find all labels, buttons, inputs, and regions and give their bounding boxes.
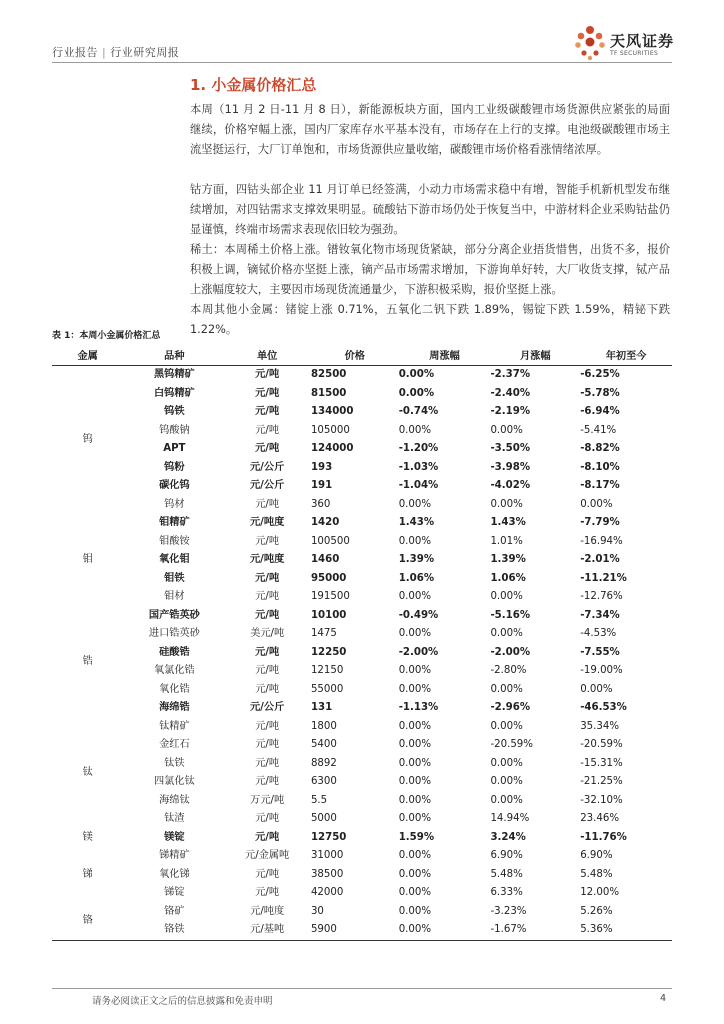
- variety-cell: 铬铁: [123, 921, 225, 940]
- unit-cell: 元/吨: [255, 387, 280, 399]
- price-cell: 5.5: [310, 794, 328, 806]
- header-monthly-change: 月涨幅: [490, 344, 580, 366]
- table-row: [52, 773, 672, 792]
- variety-cell: 海绵锆: [159, 702, 190, 713]
- weekly-change-cell: -1.04%: [398, 480, 439, 491]
- weekly-change-cell: 0.00%: [398, 868, 432, 880]
- ytd-change-cell: -5.41%: [580, 424, 617, 436]
- category-label: 行业报告: [52, 46, 98, 59]
- monthly-change-cell: 0.00%: [490, 776, 523, 787]
- table-row: [52, 459, 672, 478]
- table-row: [52, 366, 672, 385]
- logo-subtitle: TF SECURITIES: [610, 50, 659, 57]
- ytd-change-cell: -5.78%: [580, 387, 620, 399]
- weekly-change-cell: 0.00%: [398, 591, 432, 602]
- weekly-change-cell: 0.00%: [398, 369, 435, 380]
- table-row: [52, 847, 672, 866]
- ytd-change-cell: 35.34%: [580, 720, 620, 732]
- monthly-change-cell: 0.00%: [490, 628, 523, 639]
- unit-cell: 元/吨: [255, 868, 280, 880]
- ytd-change-cell: -8.17%: [580, 480, 620, 491]
- table-row: [52, 884, 672, 903]
- paragraph-cobalt: 钴方面，四钴头部企业 11 月订单已经签满，小动力市场需求稳中有增，智能手机新机型发布继续增加，对四钴需求支撑效果明显。硫酸钴下游市场仍处于恢复当中，中游材料企业采购钴盐仍显谨慎，终端市场需求表现依旧较为强劲。: [190, 183, 670, 236]
- table-row: [52, 551, 672, 570]
- category-separator: |: [102, 46, 107, 59]
- price-cell: 105000: [310, 424, 350, 436]
- unit-cell: 元/吨: [255, 757, 280, 769]
- monthly-change-cell: 5.48%: [490, 868, 523, 880]
- metal-price-table: [52, 344, 672, 941]
- variety-cell: 钼材: [164, 591, 185, 602]
- variety-cell: 碳化钨: [159, 480, 190, 491]
- monthly-change-cell: -3.50%: [490, 443, 531, 454]
- header-metal: 金属: [52, 344, 123, 366]
- company-logo: [572, 24, 682, 64]
- ytd-change-cell: -11.21%: [580, 572, 627, 584]
- monthly-change-cell: -1.67%: [490, 921, 580, 940]
- weekly-change-cell: -0.74%: [398, 406, 439, 417]
- table-row: [52, 662, 672, 681]
- logo-name: 天风证券: [610, 32, 675, 50]
- table-row: [52, 921, 672, 940]
- metal-group-cell: 锆: [82, 655, 93, 667]
- monthly-change-cell: -2.40%: [490, 387, 531, 399]
- unit-cell: 元/吨: [255, 646, 280, 658]
- weekly-change-cell: 0.00%: [398, 757, 432, 769]
- unit-cell: 元/吨: [255, 831, 280, 843]
- variety-cell: 进口锆英砂: [148, 628, 200, 639]
- monthly-change-cell: -20.59%: [490, 739, 533, 750]
- ytd-change-cell: -7.34%: [580, 609, 620, 621]
- price-cell: 30: [310, 905, 324, 917]
- variety-cell: 氧氯化锆: [153, 665, 195, 676]
- weekly-change-cell: 1.43%: [398, 517, 435, 528]
- variety-cell: 金红石: [159, 739, 190, 750]
- unit-cell: 元/吨: [255, 424, 280, 436]
- unit-cell: 美元/吨: [250, 628, 285, 639]
- ytd-change-cell: -12.76%: [580, 591, 623, 602]
- weekly-change-cell: 0.00%: [398, 424, 432, 436]
- variety-cell: 锑精矿: [159, 850, 190, 861]
- variety-cell: 锑锭: [164, 887, 185, 898]
- table-row: [52, 403, 672, 422]
- monthly-change-cell: 1.39%: [490, 554, 526, 565]
- price-cell: 5000: [310, 813, 337, 824]
- monthly-change-cell: 3.24%: [490, 831, 526, 843]
- price-cell: 95000: [310, 572, 347, 584]
- unit-cell: 元/吨度: [250, 905, 285, 917]
- unit-cell: 元/吨: [255, 443, 280, 454]
- metal-group-cell: 镁: [82, 831, 93, 843]
- price-cell: 134000: [310, 406, 354, 417]
- weekly-change-cell: 0.00%: [398, 905, 432, 917]
- ytd-change-cell: -19.00%: [580, 665, 623, 676]
- variety-cell: 钼酸铵: [159, 535, 190, 547]
- monthly-change-cell: -2.19%: [490, 406, 531, 417]
- unit-cell: 元/吨: [255, 776, 280, 787]
- weekly-change-cell: 0.00%: [398, 720, 432, 732]
- table-row: [52, 588, 672, 607]
- variety-cell: 钨粉: [164, 461, 185, 473]
- header-weekly-change: 周涨幅: [399, 344, 491, 366]
- monthly-change-cell: 1.06%: [490, 572, 526, 584]
- price-cell: 55000: [310, 683, 344, 695]
- monthly-change-cell: 0.00%: [490, 683, 523, 695]
- weekly-change-cell: 0.00%: [398, 498, 432, 510]
- ytd-change-cell: -7.79%: [580, 517, 620, 528]
- subcategory-label: 行业研究周报: [110, 46, 180, 59]
- monthly-change-cell: 0.00%: [490, 424, 523, 436]
- report-category: [52, 44, 179, 60]
- ytd-change-cell: -8.10%: [580, 461, 620, 473]
- table-row: [52, 607, 672, 626]
- logo-flower-icon: [572, 24, 608, 64]
- unit-cell: 元/吨: [255, 720, 280, 732]
- table-row: [52, 755, 672, 774]
- weekly-change-cell: 0.00%: [398, 665, 432, 676]
- variety-cell: 铬矿: [164, 905, 185, 917]
- table-row: [52, 533, 672, 552]
- ytd-change-cell: -6.25%: [580, 369, 620, 380]
- ytd-change-cell: -16.94%: [580, 535, 623, 547]
- price-cell: 81500: [310, 387, 347, 399]
- ytd-change-cell: 6.90%: [580, 850, 613, 861]
- ytd-change-cell: -32.10%: [580, 794, 623, 806]
- variety-cell: 白钨精矿: [153, 387, 195, 399]
- ytd-change-cell: -8.82%: [580, 443, 620, 454]
- table-row: [52, 866, 672, 885]
- header-ytd-change: 年初至今: [580, 344, 672, 366]
- ytd-change-cell: 12.00%: [580, 887, 620, 898]
- table-header-row: [52, 344, 672, 366]
- variety-cell: 硅酸锆: [159, 646, 190, 658]
- unit-cell: 元/吨: [255, 813, 280, 824]
- table-row: [52, 625, 672, 644]
- variety-cell: 钨酸钠: [159, 424, 190, 436]
- ytd-change-cell: -6.94%: [580, 406, 620, 417]
- table-body: [52, 366, 672, 941]
- table-row: [52, 829, 672, 848]
- ytd-change-cell: -21.25%: [580, 776, 623, 787]
- monthly-change-cell: 0.00%: [490, 757, 523, 769]
- table-row: [52, 570, 672, 589]
- unit-cell: 元/公斤: [250, 480, 285, 491]
- price-cell: 1420: [310, 517, 340, 528]
- variety-cell: 钨铁: [164, 406, 185, 417]
- price-cell: 38500: [310, 868, 344, 880]
- variety-cell: 钛渣: [164, 813, 185, 824]
- unit-cell: 元/吨: [255, 369, 280, 380]
- price-cell: 5400: [310, 739, 337, 750]
- price-cell: 191500: [310, 591, 350, 602]
- price-cell: 191: [310, 480, 333, 491]
- footer-disclaimer: 请务必阅读正文之后的信息披露和免责申明: [92, 996, 273, 1007]
- unit-cell: 元/吨: [255, 572, 280, 584]
- unit-cell: 万元/吨: [250, 794, 285, 806]
- price-cell: 12750: [310, 831, 347, 843]
- price-cell: 124000: [310, 443, 354, 454]
- monthly-change-cell: -4.02%: [490, 480, 531, 491]
- price-cell: 8892: [310, 757, 337, 769]
- variety-cell: 钨材: [164, 498, 185, 510]
- weekly-change-cell: -1.03%: [398, 461, 439, 473]
- variety-cell: 氧化锆: [159, 683, 190, 695]
- weekly-change-cell: 0.00%: [398, 683, 432, 695]
- monthly-change-cell: -2.96%: [490, 702, 531, 713]
- unit-cell: 元/吨: [255, 739, 280, 750]
- unit-cell: 元/吨: [255, 591, 280, 602]
- ytd-change-cell: -4.53%: [580, 628, 617, 639]
- header-unit: 单位: [225, 344, 309, 366]
- table-row: [52, 718, 672, 737]
- variety-cell: 钼精矿: [159, 517, 190, 528]
- price-cell: 42000: [310, 887, 344, 898]
- monthly-change-cell: -2.37%: [490, 369, 531, 380]
- table-row: [52, 440, 672, 459]
- unit-cell: 元/公斤: [250, 702, 285, 713]
- weekly-change-cell: 0.00%: [398, 628, 432, 639]
- unit-cell: 元/吨: [255, 665, 280, 676]
- table-row: [52, 477, 672, 496]
- ytd-change-cell: -20.59%: [580, 739, 623, 750]
- weekly-change-cell: 0.00%: [398, 850, 432, 861]
- footer-divider: [52, 988, 672, 989]
- monthly-change-cell: 0.00%: [490, 591, 523, 602]
- page-number: 4: [659, 993, 666, 1004]
- monthly-change-cell: 0.00%: [490, 794, 523, 806]
- weekly-change-cell: 1.06%: [398, 572, 435, 584]
- price-cell: 193: [310, 461, 333, 473]
- weekly-change-cell: 0.00%: [398, 776, 432, 787]
- monthly-change-cell: -3.23%: [490, 905, 527, 917]
- header-price: 价格: [309, 344, 399, 366]
- weekly-change-cell: 0.00%: [398, 535, 432, 547]
- unit-cell: 元/吨: [255, 406, 280, 417]
- metal-group-cell: 钨: [82, 433, 93, 445]
- section-title: 1. 小金属价格汇总: [190, 76, 317, 94]
- table-row: [52, 903, 672, 922]
- weekly-change-cell: 0.00%: [398, 739, 432, 750]
- weekly-change-cell: 0.00%: [398, 813, 432, 824]
- monthly-change-cell: 1.43%: [490, 517, 526, 528]
- ytd-change-cell: 5.48%: [580, 868, 613, 880]
- table-row: [52, 792, 672, 811]
- unit-cell: 元/金属吨: [245, 850, 290, 861]
- variety-cell: 钼铁: [164, 572, 185, 584]
- price-cell: 100500: [310, 535, 350, 547]
- monthly-change-cell: 14.94%: [490, 813, 530, 824]
- monthly-change-cell: -3.98%: [490, 461, 531, 473]
- price-cell: 82500: [310, 369, 347, 380]
- ytd-change-cell: -11.76%: [580, 831, 627, 843]
- monthly-change-cell: 6.33%: [490, 887, 523, 898]
- weekly-change-cell: 0.00%: [398, 387, 435, 399]
- weekly-change-cell: 1.39%: [398, 554, 435, 565]
- variety-cell: 钛精矿: [159, 720, 190, 732]
- price-cell: 1800: [310, 720, 337, 732]
- unit-cell: 元/吨: [255, 887, 280, 898]
- price-cell: 131: [310, 702, 333, 713]
- variety-cell: 国产锆英砂: [148, 609, 200, 621]
- table-row: [52, 644, 672, 663]
- weekly-change-cell: 0.00%: [398, 794, 432, 806]
- variety-cell: APT: [163, 443, 186, 454]
- weekly-change-cell: -2.00%: [398, 646, 439, 658]
- ytd-change-cell: -15.31%: [580, 757, 623, 769]
- monthly-change-cell: -2.00%: [490, 646, 531, 658]
- variety-cell: 钛铁: [164, 757, 185, 769]
- ytd-change-cell: -46.53%: [580, 702, 627, 713]
- weekly-change-cell: 1.59%: [398, 831, 435, 843]
- variety-cell: 镁锭: [164, 831, 185, 843]
- ytd-change-cell: 5.26%: [580, 905, 613, 917]
- price-cell: 1460: [310, 554, 340, 565]
- price-cell: 1475: [310, 628, 337, 639]
- weekly-change-cell: -1.13%: [398, 702, 439, 713]
- ytd-change-cell: 0.00%: [580, 498, 613, 510]
- ytd-change-cell: 23.46%: [580, 813, 620, 824]
- monthly-change-cell: 1.01%: [490, 535, 523, 547]
- metal-group-cell: 锑: [82, 868, 93, 880]
- unit-cell: 元/基吨: [225, 921, 309, 940]
- unit-cell: 元/吨: [255, 609, 280, 621]
- unit-cell: 元/吨: [255, 683, 280, 695]
- price-cell: 31000: [310, 850, 344, 861]
- table-row: [52, 514, 672, 533]
- unit-cell: 元/公斤: [250, 461, 285, 473]
- price-cell: 10100: [310, 609, 347, 621]
- variety-cell: 氧化钼: [159, 554, 190, 565]
- unit-cell: 元/吨度: [250, 554, 285, 565]
- monthly-change-cell: 0.00%: [490, 498, 523, 510]
- weekly-change-cell: -0.49%: [398, 609, 439, 621]
- price-cell: 12250: [310, 646, 347, 658]
- metal-group-cell: 钼: [82, 554, 93, 565]
- ytd-change-cell: 5.36%: [580, 921, 672, 940]
- price-cell: 12150: [310, 665, 344, 676]
- metal-group-cell: 钛: [82, 766, 93, 778]
- variety-cell: 黑钨精矿: [153, 369, 195, 380]
- table-row: [52, 422, 672, 441]
- table-row: [52, 699, 672, 718]
- header-divider: [52, 62, 672, 63]
- monthly-change-cell: 6.90%: [490, 850, 523, 861]
- paragraph-rare-earth: 稀土：本周稀土价格上涨。镨钕氧化物市场现货紧缺，部分分离企业捂货惜售，出货不多，报价积极上调，镝铽价格亦坚挺上涨，镝产品市场需求增加，下游询单好转，大厂收货支撑，铽产品上涨幅度较大，主要因市场现货流通量少，下游积极采购，报价坚挺上涨。: [190, 243, 670, 296]
- ytd-change-cell: -7.55%: [580, 646, 620, 658]
- price-cell: 6300: [310, 776, 337, 787]
- price-cell: 360: [310, 498, 331, 510]
- price-cell: 5900: [309, 921, 399, 940]
- paragraph-other-metals: 本周其他小金属：锗锭上涨 0.71%，五氧化二钒下跌 1.89%，锡锭下跌 1.59%，精铋下跌 1.22%。: [190, 303, 670, 336]
- variety-cell: 海绵钛: [159, 794, 190, 806]
- weekly-change-cell: 0.00%: [398, 887, 432, 898]
- table-row: [52, 385, 672, 404]
- unit-cell: 元/吨度: [250, 517, 285, 528]
- weekly-change-cell: 0.00%: [399, 921, 491, 940]
- table-row: [52, 810, 672, 829]
- header-variety: 品种: [123, 344, 225, 366]
- monthly-change-cell: -2.80%: [490, 665, 527, 676]
- paragraph-lithium: 本周（11 月 2 日-11 月 8 日），新能源板块方面，国内工业级碳酸锂市场货源供应紧张的局面继续，价格窄幅上涨，国内厂家库存水平基本没有，市场存在上行的支撑。电池级碳酸锂市场主流坚挺运行，大厂订单饱和，市场货源供应量收缩，碳酸锂市场价格看涨情绪浓厚。: [190, 103, 670, 156]
- unit-cell: 元/吨: [255, 498, 280, 510]
- table-row: [52, 736, 672, 755]
- weekly-change-cell: -1.20%: [398, 443, 439, 454]
- monthly-change-cell: -5.16%: [490, 609, 531, 621]
- ytd-change-cell: -2.01%: [580, 554, 620, 565]
- monthly-change-cell: 0.00%: [490, 720, 523, 732]
- variety-cell: 氧化锑: [159, 868, 190, 880]
- table-row: [52, 496, 672, 515]
- table-caption: 表 1：本周小金属价格汇总: [52, 331, 161, 341]
- table-row: [52, 681, 672, 700]
- unit-cell: 元/吨: [255, 535, 280, 547]
- variety-cell: 四氯化钛: [153, 776, 195, 787]
- metal-group-cell: 铬: [52, 903, 123, 941]
- ytd-change-cell: 0.00%: [580, 683, 613, 695]
